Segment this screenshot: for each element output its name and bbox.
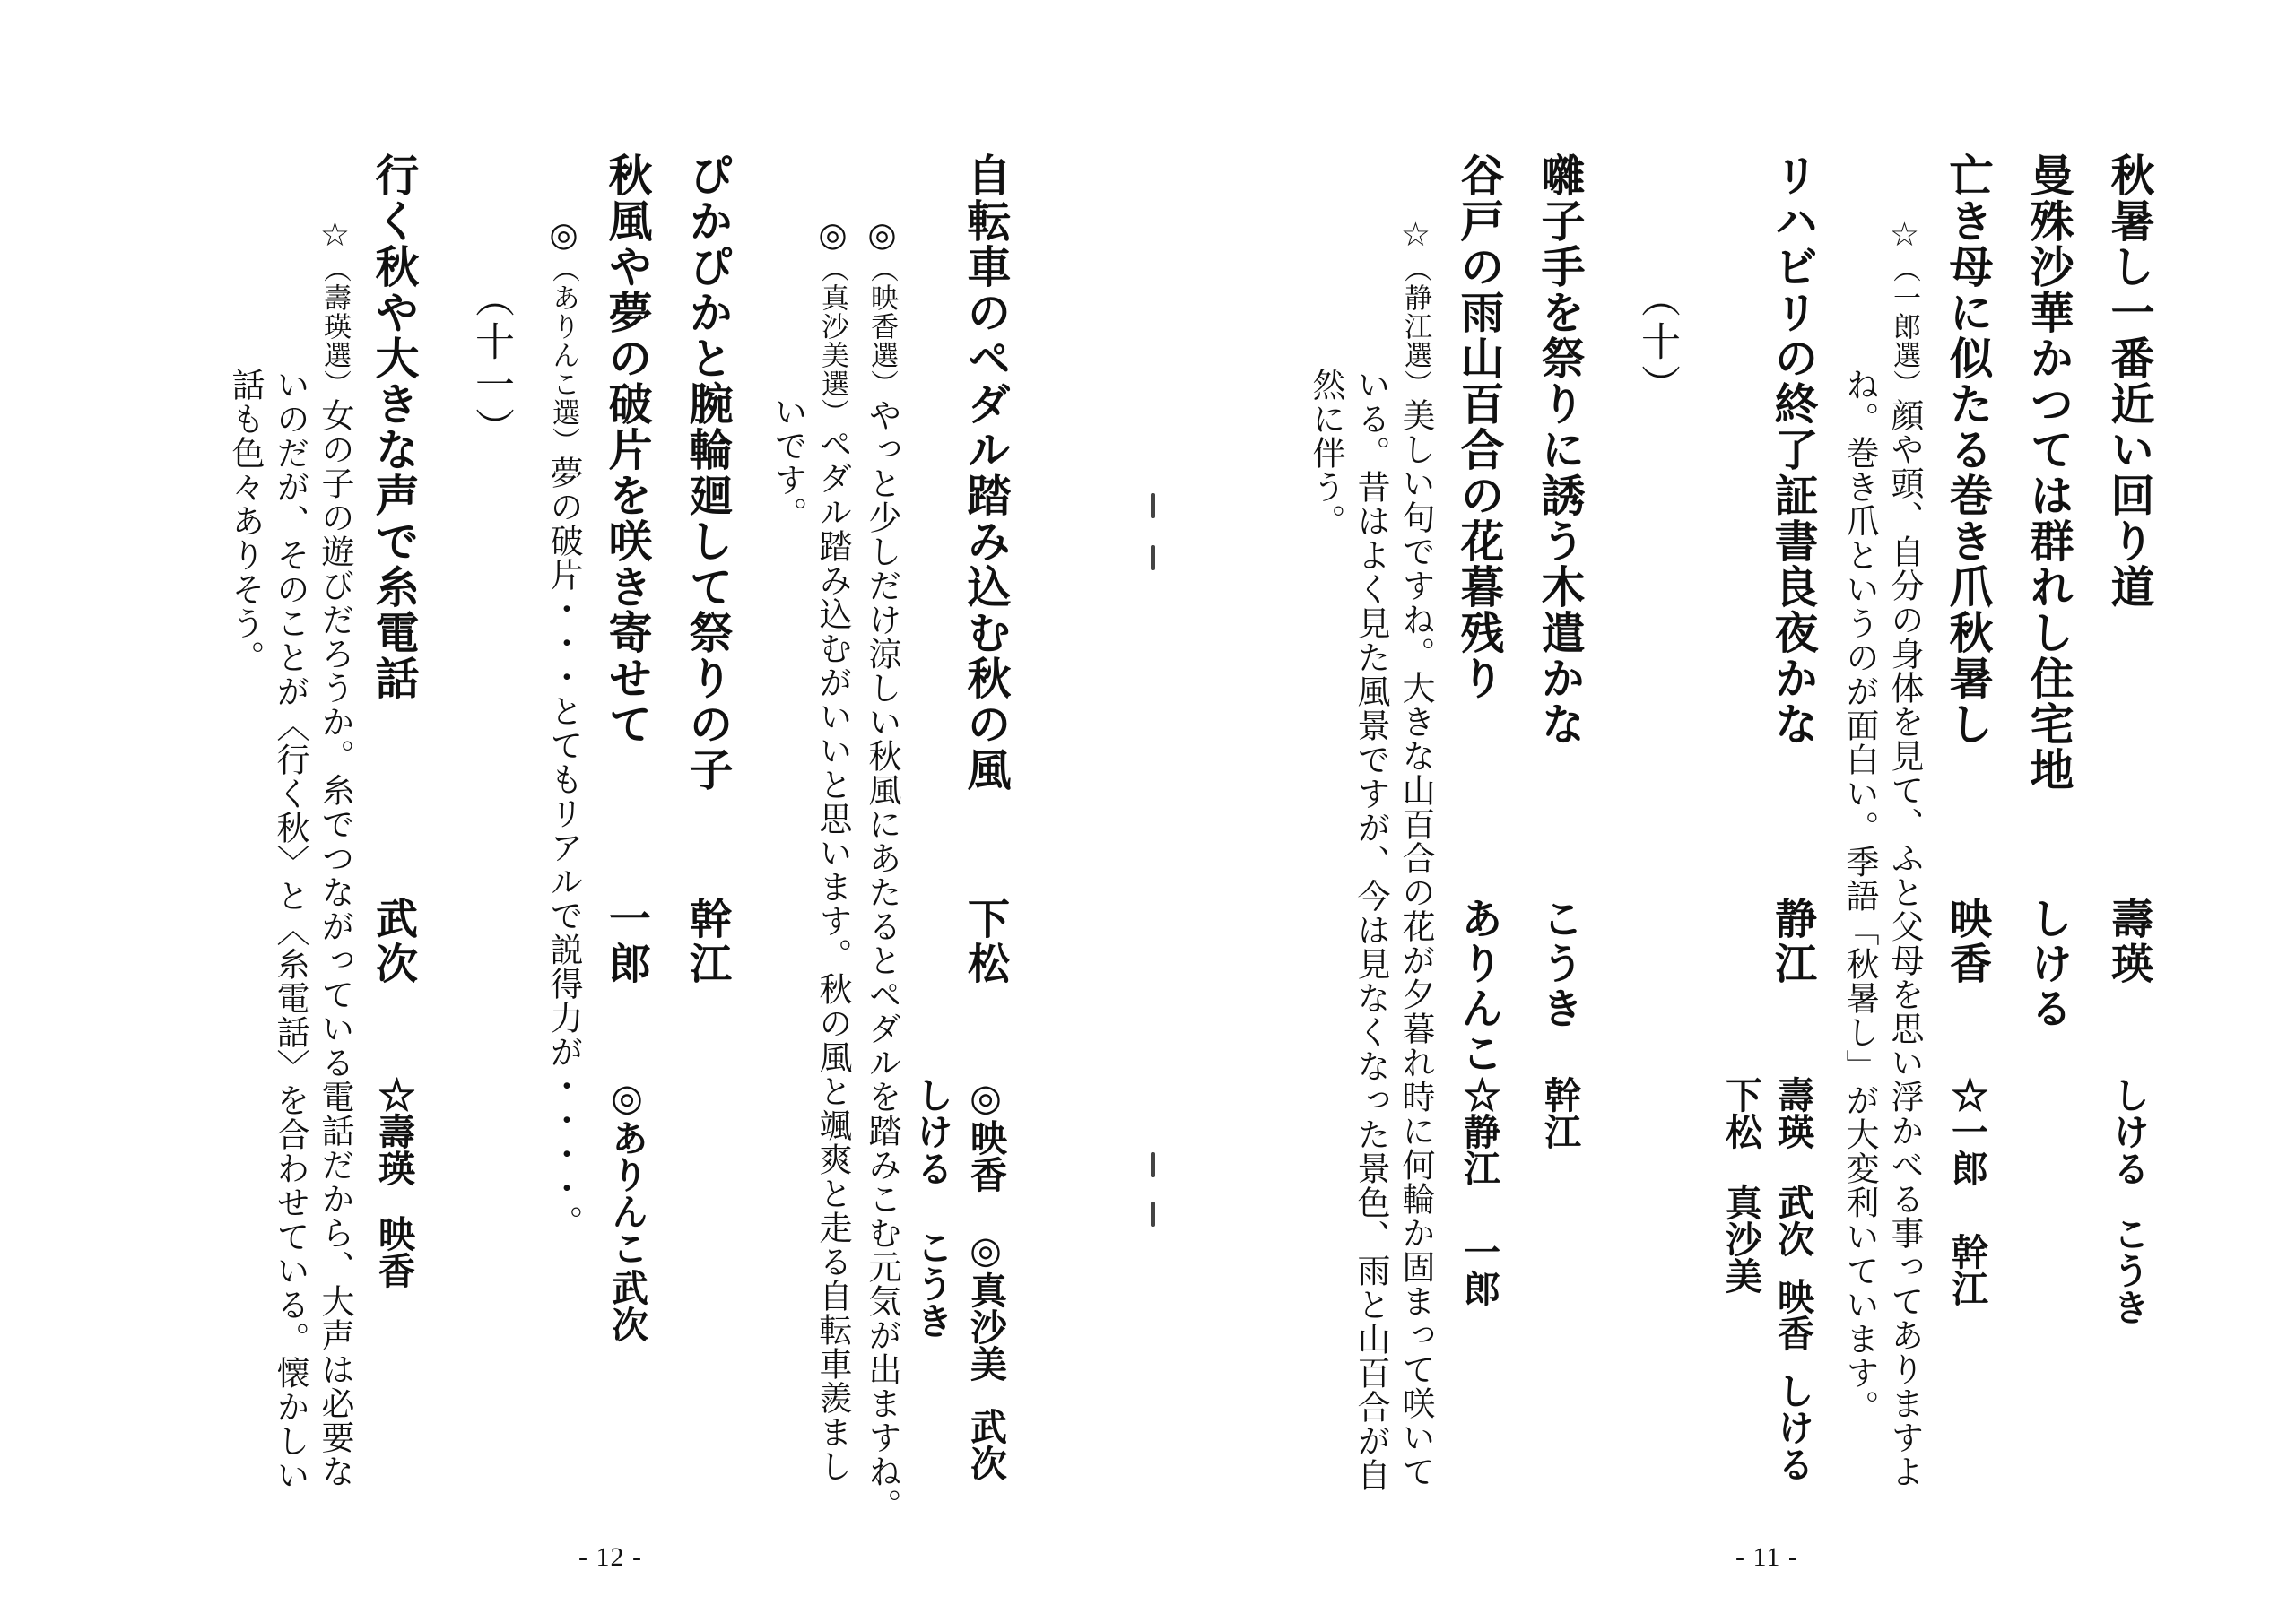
haiku-selector: 武次: [605, 1269, 648, 1342]
haiku-selector: 武次: [964, 1408, 1007, 1481]
comment-text: 顔や頭、自分の身体を見て、ふと父母を思い浮かべる事ってありますよ: [1885, 398, 1924, 1488]
haiku-selector: 武次: [1771, 1184, 1814, 1257]
scan-mark: [1151, 1202, 1155, 1227]
haiku-selector: 一郎: [1457, 1233, 1500, 1306]
scan-mark: [1151, 545, 1155, 570]
haiku-text: 囃子手を祭りに誘う木遣かな: [1535, 152, 1587, 747]
haiku-author: 下松: [961, 897, 1010, 986]
comment-line: いです。: [769, 395, 807, 531]
haiku-selector: ◎真沙美: [964, 1228, 1007, 1382]
comment-line: [544, 215, 583, 1239]
comment-text: 夢の破片・・・とてもリアルで説得力が・・・・。: [544, 456, 583, 1239]
comment-text: 美しい句ですね。大きな山百合の花が夕暮れ時に何輪か固まって咲いて: [1396, 398, 1435, 1488]
page-number: - 11 -: [1735, 1542, 1798, 1572]
star-icon: ☆: [316, 215, 354, 255]
haiku-author: 一郎: [602, 897, 651, 986]
comment-line: いる。昔はよく見た風景ですが、今は見なくなった景色、雨と山百合が自: [1352, 368, 1390, 1492]
haiku-text: 行く秋や大きな声で糸電話: [369, 152, 421, 701]
haiku-selector: しける: [1771, 1372, 1814, 1482]
haiku-text: 亡き母に似たる巻き爪秋暑し: [1943, 152, 1995, 747]
selector-tag: （ありんこ選）: [547, 255, 579, 456]
haiku-text: ぴかぴかと腕輪廻して祭りの子: [683, 152, 735, 793]
scan-mark: [1151, 1152, 1155, 1177]
haiku-selector: ☆壽瑛: [372, 1076, 415, 1186]
haiku-text: 谷戸の雨山百合の花暮残り: [1454, 152, 1506, 701]
star-icon: ☆: [1396, 215, 1435, 255]
haiku-text: 秋風や夢の破片を咲き寄せて: [602, 152, 654, 747]
haiku-selector: しける: [910, 1076, 953, 1186]
haiku-selector: 幹江: [1945, 1233, 1988, 1306]
comment-text: 女の子の遊びだろうか。糸でつながっている電話だから、大声は必要な: [316, 398, 354, 1488]
scan-mark: [1151, 493, 1155, 518]
double-circle-icon: ◎: [863, 215, 901, 255]
haiku-selector: 映香: [1771, 1278, 1814, 1351]
haiku-selector: 壽瑛: [1771, 1076, 1814, 1150]
section-heading: （十）: [1634, 278, 1680, 407]
comment-line: [1396, 215, 1435, 1488]
haiku-selector: 下松: [1719, 1076, 1762, 1150]
haiku-author: 静江: [1768, 897, 1817, 986]
haiku-selector: ☆静江: [1457, 1076, 1500, 1186]
haiku-text: 自転車のペダル踏み込む秋の風: [961, 152, 1013, 793]
comment-line: ね。巻き爪というのが面白い。季語「秋暑し」が大変利いています。: [1840, 368, 1879, 1424]
haiku-author: 壽瑛: [2104, 897, 2153, 986]
haiku-author: ありんこ: [1454, 897, 1503, 1076]
haiku-selector: 幹江: [1538, 1076, 1581, 1150]
comment-line: 然に伴う。: [1307, 368, 1345, 538]
double-circle-icon: ◎: [813, 215, 852, 255]
selector-tag: （壽瑛選）: [318, 255, 351, 398]
selector-tag: （一郎選）: [1888, 255, 1920, 398]
comment-line: [1885, 215, 1924, 1488]
haiku-selector: ◎ありんこ: [605, 1076, 648, 1266]
comment-line: [813, 215, 852, 1483]
comment-line: [318, 215, 352, 1488]
comment-line: いのだが、そのことが〈行く秋〉と〈糸電話〉を合わせている。懐かしい: [271, 368, 309, 1492]
double-circle-icon: ◎: [544, 215, 583, 255]
haiku-selector: こうき: [910, 1228, 953, 1339]
haiku-author: 映香: [1943, 897, 1992, 986]
haiku-author: しける: [2023, 897, 2073, 1031]
haiku-author: 武次: [369, 897, 418, 986]
comment-text: やっと少しだけ涼しい秋風にあたるとペダルを踏みこむ元気が出ますね。: [863, 398, 901, 1523]
star-icon: ☆: [1885, 215, 1924, 255]
haiku-selector: 映香: [372, 1215, 415, 1289]
selector-tag: （映香選）: [865, 255, 898, 398]
section-heading: （十一）: [468, 278, 514, 450]
comment-line: 話も色々ありそう。: [226, 368, 265, 674]
haiku-text: リハビリの終了証書良夜かな: [1768, 152, 1820, 747]
comment-text: ペダル踏み込むがいいと思います。秋の風と颯爽と走る自転車羨まし: [813, 427, 852, 1483]
haiku-selector: ☆一郎: [1945, 1076, 1988, 1186]
haiku-selector: こうき: [2107, 1215, 2150, 1325]
haiku-selector: 真沙美: [1719, 1184, 1762, 1294]
haiku-selector: ◎映香: [964, 1076, 1007, 1193]
haiku-author: こうき: [1535, 897, 1584, 1031]
selector-tag: （真沙美選）: [816, 255, 848, 427]
haiku-selector: しける: [2107, 1076, 2150, 1186]
comment-line: [865, 215, 899, 1523]
haiku-author: 幹江: [683, 897, 732, 986]
haiku-text: 秋暑し一番近い回り道: [2104, 152, 2156, 610]
haiku-text: 曼殊沙華かつては群れし住宅地: [2023, 152, 2075, 793]
page-number: - 12 -: [578, 1542, 642, 1572]
selector-tag: （静江選）: [1399, 255, 1431, 398]
